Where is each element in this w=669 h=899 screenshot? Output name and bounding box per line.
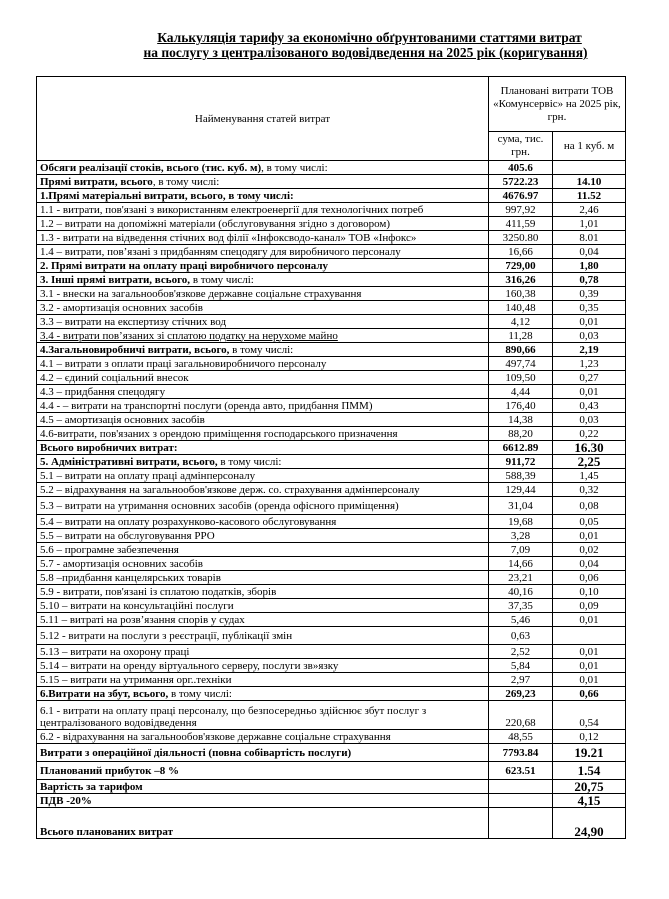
row-label-text: 4.3 – придбання спецодягу bbox=[40, 385, 166, 398]
row-per-m3: 0,04 bbox=[553, 557, 626, 571]
row-label-text: 3.2 - амортизація основних засобів bbox=[40, 301, 204, 314]
row-sum: 48,55 bbox=[489, 730, 553, 744]
table-row bbox=[37, 217, 626, 231]
row-per-m3: 0,01 bbox=[553, 673, 626, 687]
row-sum: 3250.80 bbox=[489, 231, 553, 245]
row-label-text: 5.3 – витрати на утримання основних засобів (оренда офісного приміщення) bbox=[40, 499, 399, 512]
row-label-text: 5.11 – витраті на розв’язання спорів у судах bbox=[40, 613, 245, 626]
row-label-text: Всього планованих витрат bbox=[40, 826, 173, 838]
row-sum: 88,20 bbox=[489, 427, 553, 441]
row-label bbox=[37, 613, 489, 627]
row-label-text: ПДВ -20% bbox=[40, 794, 92, 807]
table-row bbox=[37, 343, 626, 357]
table-row bbox=[37, 287, 626, 301]
row-label-text: 5.9 - витрати, пов'язані із сплатою податків, зборів bbox=[40, 585, 277, 598]
table-row bbox=[37, 701, 626, 730]
row-sum: 588,39 bbox=[489, 469, 553, 483]
table-row bbox=[37, 808, 626, 839]
row-sum: 16,66 bbox=[489, 245, 553, 259]
header-sum: сума, тис. грн. bbox=[489, 132, 553, 161]
title-line-2: на послугу з централізованого водовідведення на 2025 рік (коригування) bbox=[143, 45, 588, 60]
table-row bbox=[37, 441, 626, 455]
row-label-text: Обсяги реалізації стоків, всього (тис. куб. м) bbox=[40, 161, 262, 174]
row-sum: 40,16 bbox=[489, 585, 553, 599]
row-label bbox=[37, 762, 489, 780]
row-label bbox=[37, 808, 489, 839]
row-label bbox=[37, 231, 489, 245]
row-label-text: Вартість за тарифом bbox=[40, 780, 143, 793]
table-row bbox=[37, 483, 626, 497]
row-per-m3: 0,01 bbox=[553, 659, 626, 673]
row-per-m3: 0,01 bbox=[553, 613, 626, 627]
row-sum: 5,46 bbox=[489, 613, 553, 627]
title-line-1: Калькуляція тарифу за економічно обґрунтованими статтями витрат bbox=[157, 30, 582, 45]
row-sum bbox=[489, 780, 553, 794]
row-label bbox=[37, 780, 489, 794]
row-per-m3: 11.52 bbox=[553, 189, 626, 203]
row-label-text: 4.5 – амортизація основних засобів bbox=[40, 413, 205, 426]
row-per-m3: 0,02 bbox=[553, 543, 626, 557]
table-row bbox=[37, 730, 626, 744]
row-label bbox=[37, 245, 489, 259]
row-sum: 411,59 bbox=[489, 217, 553, 231]
table-row bbox=[37, 245, 626, 259]
row-per-m3: 0,05 bbox=[553, 515, 626, 529]
table-row bbox=[37, 744, 626, 762]
table-row bbox=[37, 687, 626, 701]
row-per-m3: 0,01 bbox=[553, 645, 626, 659]
row-label bbox=[37, 687, 489, 701]
row-label-text: 5.5 – витрати на обслуговування РРО bbox=[40, 529, 215, 542]
row-label bbox=[37, 161, 489, 175]
row-label bbox=[37, 497, 489, 515]
row-sum: 6612.89 bbox=[489, 441, 553, 455]
row-label-text: 5.15 – витрати на утримання орг..техніки bbox=[40, 673, 232, 686]
row-per-m3: 0,32 bbox=[553, 483, 626, 497]
row-label-text: 5.14 – витрати на оренду віртуального серверу, послуги зв»язку bbox=[40, 659, 339, 672]
row-label-suffix: , в тому числі: bbox=[152, 175, 220, 188]
row-label-text: 1.Прямі матеріальні витрати, всього, в тому числі: bbox=[40, 189, 294, 202]
row-label-suffix: , в тому числі: bbox=[261, 161, 328, 174]
row-label bbox=[37, 571, 489, 585]
row-sum bbox=[489, 808, 553, 839]
row-label bbox=[37, 371, 489, 385]
row-per-m3: 14.10 bbox=[553, 175, 626, 189]
table-row bbox=[37, 645, 626, 659]
row-sum: 623.51 bbox=[489, 762, 553, 780]
table-row bbox=[37, 515, 626, 529]
row-per-m3: 4,15 bbox=[553, 794, 626, 808]
row-sum bbox=[489, 794, 553, 808]
row-label-text: Витрати з операційної діяльності (повна собівартість послуги) bbox=[40, 746, 352, 759]
table-row bbox=[37, 627, 626, 645]
table-row bbox=[37, 385, 626, 399]
row-label bbox=[37, 659, 489, 673]
table-row bbox=[37, 557, 626, 571]
row-label-text: 3.4 - витрати пов’язаних зі сплатою податку на нерухоме майно bbox=[40, 329, 338, 342]
table-row bbox=[37, 161, 626, 175]
table-row bbox=[37, 780, 626, 794]
row-label-text: 5.10 – витрати на консультаційні послуги bbox=[40, 599, 234, 612]
row-sum: 11,28 bbox=[489, 329, 553, 343]
row-label bbox=[37, 357, 489, 371]
row-label bbox=[37, 701, 489, 730]
row-per-m3: 0,43 bbox=[553, 399, 626, 413]
row-per-m3: 0,01 bbox=[553, 315, 626, 329]
table-row bbox=[37, 529, 626, 543]
row-label-text: 1.2 – витрати на допоміжні матеріали (обслуговування згідно з договором) bbox=[40, 217, 391, 230]
table-row bbox=[37, 203, 626, 217]
row-label-text: 5. Адміністративні витрати, всього, bbox=[40, 455, 218, 468]
table-row bbox=[37, 329, 626, 343]
row-label-text: 6.Витрати на збут, всього, bbox=[40, 687, 169, 700]
row-label bbox=[37, 744, 489, 762]
row-label bbox=[37, 627, 489, 645]
row-sum: 405.6 bbox=[489, 161, 553, 175]
row-label bbox=[37, 315, 489, 329]
row-per-m3 bbox=[553, 161, 626, 175]
row-per-m3: 16.30 bbox=[553, 441, 626, 455]
row-sum: 7793.84 bbox=[489, 744, 553, 762]
row-per-m3: 1,45 bbox=[553, 469, 626, 483]
row-label-text: 5.7 - амортизація основних засобів bbox=[40, 557, 204, 570]
row-label-text: 1.1 - витрати, пов'язані з використанням електроенергії для технологічних потреб bbox=[40, 203, 424, 216]
row-label bbox=[37, 599, 489, 613]
table-row bbox=[37, 175, 626, 189]
table-row bbox=[37, 613, 626, 627]
row-per-m3: 0,27 bbox=[553, 371, 626, 385]
row-label bbox=[37, 273, 489, 287]
table-row bbox=[37, 659, 626, 673]
row-per-m3: 0,01 bbox=[553, 385, 626, 399]
row-per-m3: 0,09 bbox=[553, 599, 626, 613]
table-row bbox=[37, 413, 626, 427]
table-row bbox=[37, 315, 626, 329]
row-sum: 129,44 bbox=[489, 483, 553, 497]
table-row bbox=[37, 455, 626, 469]
row-label-text: 1.3 - витрати на відведення стічних вод філії «Інфоксводо-канал» ТОВ «Інфокс» bbox=[40, 231, 417, 244]
row-label-text: 4.Загальновиробничі витрати, всього, bbox=[40, 343, 230, 356]
row-label bbox=[37, 483, 489, 497]
row-label bbox=[37, 329, 489, 343]
row-label-text: 4.1 – витрати з оплати праці загальновиробничого персоналу bbox=[40, 357, 327, 370]
row-sum: 2,97 bbox=[489, 673, 553, 687]
row-sum: 5722.23 bbox=[489, 175, 553, 189]
row-label-suffix: в тому числі: bbox=[190, 273, 254, 286]
table-row bbox=[37, 259, 626, 273]
row-label-text: 5.6 – програмне забезпечення bbox=[40, 543, 179, 556]
row-per-m3: 1.54 bbox=[553, 762, 626, 780]
row-label bbox=[37, 673, 489, 687]
row-label-text: 3.3 – витрати на експертизу стічних вод bbox=[40, 315, 227, 328]
row-per-m3: 0,06 bbox=[553, 571, 626, 585]
row-per-m3: 0,22 bbox=[553, 427, 626, 441]
row-label-suffix: в тому числі: bbox=[229, 343, 294, 356]
row-sum: 37,35 bbox=[489, 599, 553, 613]
row-label bbox=[37, 730, 489, 744]
row-per-m3: 19.21 bbox=[553, 744, 626, 762]
row-sum: 269,23 bbox=[489, 687, 553, 701]
row-sum: 4,44 bbox=[489, 385, 553, 399]
row-sum: 316,26 bbox=[489, 273, 553, 287]
table-row bbox=[37, 231, 626, 245]
row-label bbox=[37, 301, 489, 315]
row-label bbox=[37, 385, 489, 399]
row-label-text: 5.13 – витрати на охорону праці bbox=[40, 645, 190, 658]
table-row bbox=[37, 189, 626, 203]
table-row bbox=[37, 357, 626, 371]
row-sum: 7,09 bbox=[489, 543, 553, 557]
row-per-m3: 0,08 bbox=[553, 497, 626, 515]
row-per-m3: 2,25 bbox=[553, 455, 626, 469]
row-label bbox=[37, 455, 489, 469]
table-row bbox=[37, 399, 626, 413]
row-sum: 3,28 bbox=[489, 529, 553, 543]
row-label bbox=[37, 529, 489, 543]
row-label bbox=[37, 427, 489, 441]
row-label-text: 3. Інші прямі витрати, всього, bbox=[40, 273, 191, 286]
row-sum: 14,38 bbox=[489, 413, 553, 427]
row-label bbox=[37, 515, 489, 529]
row-per-m3 bbox=[553, 627, 626, 645]
row-label-suffix: в тому числі: bbox=[168, 687, 232, 700]
row-sum: 2,52 bbox=[489, 645, 553, 659]
row-label bbox=[37, 543, 489, 557]
header-item-name: Найменування статей витрат bbox=[37, 77, 489, 161]
row-per-m3: 2,46 bbox=[553, 203, 626, 217]
row-label-text: 4.4 - – витрати на транспортні послуги (оренда авто, придбання ПММ) bbox=[40, 399, 373, 412]
table-row bbox=[37, 427, 626, 441]
row-label-text: 6.1 - витрати на оплату праці персоналу, що безпосередньо здійснює збут послуг з централізованого водовідведення bbox=[40, 705, 427, 729]
row-per-m3: 24,90 bbox=[553, 808, 626, 839]
document-title bbox=[0, 30, 669, 60]
row-label-text: 5.8 –придбання канцелярських товарів bbox=[40, 571, 221, 584]
row-per-m3: 0,01 bbox=[553, 529, 626, 543]
row-label-text: 5.1 – витрати на оплату праці адмінперсоналу bbox=[40, 469, 256, 482]
row-per-m3: 0,03 bbox=[553, 329, 626, 343]
table-row bbox=[37, 543, 626, 557]
row-per-m3: 1,23 bbox=[553, 357, 626, 371]
row-label-text: 6.2 - відрахування на загальнообов'язкове державне соціальне страхування bbox=[40, 730, 391, 743]
row-sum: 23,21 bbox=[489, 571, 553, 585]
row-per-m3: 1,01 bbox=[553, 217, 626, 231]
row-label bbox=[37, 343, 489, 357]
row-sum: 31,04 bbox=[489, 497, 553, 515]
row-per-m3: 0,54 bbox=[553, 701, 626, 730]
tariff-calculation-table bbox=[36, 76, 626, 839]
row-label-text: 1.4 – витрати, пов’язані з придбанням спецодягу для виробничого персоналу bbox=[40, 245, 401, 258]
table-row bbox=[37, 301, 626, 315]
row-sum: 997,92 bbox=[489, 203, 553, 217]
row-label-text: 4.6-витрати, пов'язаних з орендою приміщення господарського призначення bbox=[40, 427, 398, 440]
row-label bbox=[37, 259, 489, 273]
row-sum: 4676.97 bbox=[489, 189, 553, 203]
table-row bbox=[37, 571, 626, 585]
table-row bbox=[37, 794, 626, 808]
row-sum: 109,50 bbox=[489, 371, 553, 385]
row-label bbox=[37, 175, 489, 189]
row-label-text: 5.4 – витрати на оплату розрахунково-касового обслуговування bbox=[40, 515, 337, 528]
header-per-m3: на 1 куб. м bbox=[553, 132, 626, 161]
row-sum: 497,74 bbox=[489, 357, 553, 371]
row-label-text: 4.2 – єдиний соціальний внесок bbox=[40, 371, 189, 384]
row-label-text: Всього виробничих витрат: bbox=[40, 441, 178, 454]
table-row bbox=[37, 762, 626, 780]
row-sum: 19,68 bbox=[489, 515, 553, 529]
row-sum: 220,68 bbox=[489, 701, 553, 730]
row-sum: 5,84 bbox=[489, 659, 553, 673]
row-per-m3: 0,03 bbox=[553, 413, 626, 427]
row-sum: 4,12 bbox=[489, 315, 553, 329]
row-label-text: 3.1 - внески на загальнообов'язкове державне соціальне страхування bbox=[40, 287, 362, 300]
row-label bbox=[37, 441, 489, 455]
row-label bbox=[37, 203, 489, 217]
row-sum: 0,63 bbox=[489, 627, 553, 645]
row-sum: 14,66 bbox=[489, 557, 553, 571]
row-per-m3: 0,39 bbox=[553, 287, 626, 301]
row-label-suffix: в тому числі: bbox=[217, 455, 282, 468]
row-sum: 911,72 bbox=[489, 455, 553, 469]
row-label-text: 5.12 - витрати на послуги з реєстрації, публікації змін bbox=[40, 629, 293, 642]
row-sum: 176,40 bbox=[489, 399, 553, 413]
row-label bbox=[37, 585, 489, 599]
row-per-m3: 0,66 bbox=[553, 687, 626, 701]
row-per-m3: 2,19 bbox=[553, 343, 626, 357]
row-sum: 890,66 bbox=[489, 343, 553, 357]
row-per-m3: 0,78 bbox=[553, 273, 626, 287]
row-label bbox=[37, 399, 489, 413]
row-per-m3: 0,12 bbox=[553, 730, 626, 744]
row-per-m3: 0,04 bbox=[553, 245, 626, 259]
table-row bbox=[37, 585, 626, 599]
table-row bbox=[37, 469, 626, 483]
row-label bbox=[37, 557, 489, 571]
row-per-m3: 20,75 bbox=[553, 780, 626, 794]
row-label-text: 2. Прямі витрати на оплату праці виробничого персоналу bbox=[40, 259, 329, 272]
row-label bbox=[37, 217, 489, 231]
row-label bbox=[37, 645, 489, 659]
row-label bbox=[37, 189, 489, 203]
row-per-m3: 1,80 bbox=[553, 259, 626, 273]
row-label bbox=[37, 287, 489, 301]
row-per-m3: 0,35 bbox=[553, 301, 626, 315]
row-sum: 160,38 bbox=[489, 287, 553, 301]
table-row bbox=[37, 273, 626, 287]
table-body bbox=[37, 161, 626, 839]
row-per-m3: 8.01 bbox=[553, 231, 626, 245]
row-sum: 140,48 bbox=[489, 301, 553, 315]
row-sum: 729,00 bbox=[489, 259, 553, 273]
row-label-text: 5.2 – відрахування на загальнообов'язкове держ. со. страхування адмінперсоналу bbox=[40, 483, 420, 496]
row-label bbox=[37, 469, 489, 483]
row-label bbox=[37, 413, 489, 427]
table-row bbox=[37, 599, 626, 613]
row-label-text: Прямі витрати, всього bbox=[40, 175, 153, 188]
table-row bbox=[37, 673, 626, 687]
row-label-text: Планований прибуток –8 % bbox=[40, 764, 179, 777]
header-planned-costs: Плановані витрати ТОВ «Комунсервіс» на 2025 рік, грн. bbox=[489, 77, 626, 132]
row-per-m3: 0,10 bbox=[553, 585, 626, 599]
table-row bbox=[37, 497, 626, 515]
table-row bbox=[37, 371, 626, 385]
row-label bbox=[37, 794, 489, 808]
